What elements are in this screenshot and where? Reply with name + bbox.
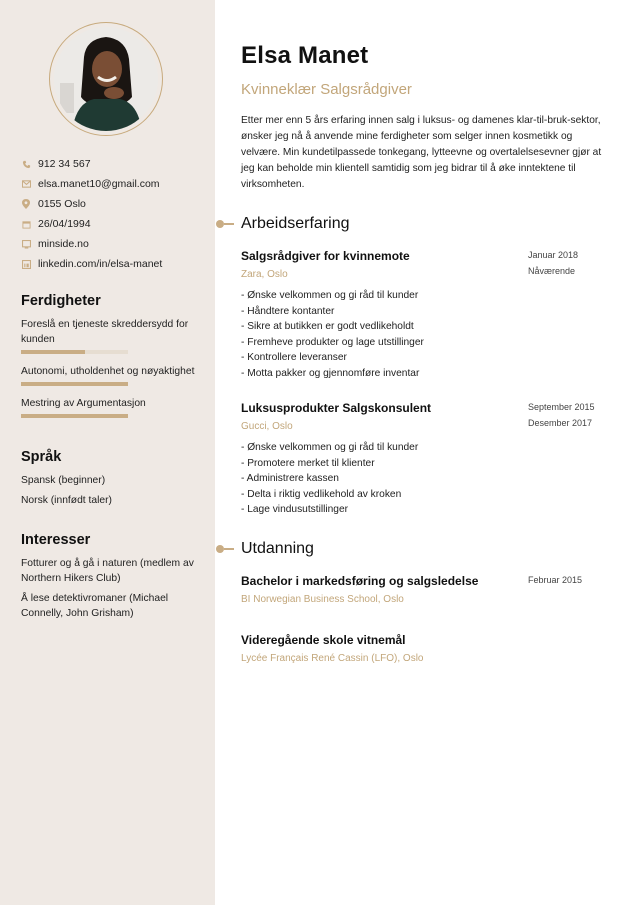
languages-section [21, 449, 201, 513]
person-name: Elsa Manet [241, 42, 369, 69]
job-task: - Ønske velkommen og gi råd til kunder [241, 290, 419, 301]
linkedin-icon [21, 259, 31, 269]
education-header [216, 540, 314, 558]
interest-item: Fotturer og å gå i naturen (medlem av Northern Hikers Club) [21, 558, 194, 584]
section-dot-icon [216, 220, 224, 228]
location-pin-icon [21, 199, 31, 209]
skill-bar-fill [21, 414, 128, 418]
contact-email [21, 174, 162, 194]
job-company: Zara, Oslo [241, 269, 288, 280]
person-role: Kvinneklær Salgsrådgiver [241, 81, 412, 98]
skills-heading: Ferdigheter [21, 293, 101, 309]
interests-heading: Interesser [21, 532, 91, 548]
phone-icon [21, 159, 31, 169]
job-date-start: September 2015 [528, 402, 595, 412]
job-title: Luksusprodukter Salgskonsulent [241, 401, 432, 415]
job-date-end: Desember 2017 [528, 418, 593, 428]
job-dates [528, 247, 578, 279]
contact-address [21, 194, 162, 214]
interests-section [21, 532, 201, 626]
language-item: Spansk (beginner) [21, 475, 106, 486]
contact-linkedin[interactable] [21, 254, 162, 274]
education-date [528, 572, 582, 588]
skill-label: Autonomi, utholdenhet og nøyaktighet [21, 366, 195, 377]
education-school: Lycée Français René Cassin (LFO), Oslo [241, 653, 424, 664]
job-company: Gucci, Oslo [241, 421, 293, 432]
website-icon [21, 239, 31, 249]
job-date-start: Januar 2018 [528, 250, 579, 260]
skill-bar [21, 382, 128, 386]
skill-bar [21, 350, 128, 354]
languages-heading: Språk [21, 449, 62, 465]
contact-phone-text: 912 34 567 [38, 158, 91, 170]
job-task: - Motta pakker og gjennomføre inventar [241, 367, 420, 379]
profile-summary: Etter mer enn 5 års erfaring innen salg i luksus- og damenes klar-til-bruk-sektor, ønsker jeg nå å anvende mine ferdigheter som selger innen kosmetikk og velvære. Min kundetilpassede tonkegang, lytteevne og overtalelsesevner gjør at jeg kan beholde min klientell samtidig som jeg bidrar til å øke inntektene til virksomheten. [241, 115, 602, 190]
job-tasks [241, 440, 611, 518]
experience-heading: Arbeidserfaring [241, 215, 350, 232]
contact-birthdate-text: 26/04/1994 [38, 218, 91, 230]
language-item: Norsk (innfødt taler) [21, 495, 112, 506]
job-task: - Kontrollere leveranser [241, 352, 347, 363]
job-entry [241, 401, 611, 518]
section-dot-icon [216, 545, 224, 553]
skill-label: Foreslå en tjeneste skreddersydd for kunden [21, 319, 189, 345]
contact-address-text: 0155 Oslo [38, 198, 86, 210]
skill-bar-fill [21, 350, 85, 354]
job-task: - Sikre at butikken er godt vedlikeholdt [241, 321, 414, 332]
job-entry [241, 249, 611, 381]
contact-list [21, 154, 162, 274]
job-dates [528, 399, 595, 431]
contact-website[interactable] [21, 234, 162, 254]
skill-bar-fill [21, 382, 128, 386]
skills-section [21, 293, 201, 428]
contact-phone [21, 154, 162, 174]
experience-header [216, 215, 350, 233]
skill-bar [21, 414, 128, 418]
job-task: - Ønske velkommen og gi råd til kunder [241, 442, 419, 453]
education-school: BI Norwegian Business School, Oslo [241, 594, 404, 605]
education-heading: Utdanning [241, 540, 314, 557]
job-date-end: Nåværende [528, 266, 576, 276]
contact-birthdate [21, 214, 162, 234]
email-icon [21, 179, 31, 189]
profile-photo-frame [49, 22, 163, 136]
job-task: - Håndtere kontanter [241, 305, 335, 317]
section-line [224, 223, 234, 225]
calendar-icon [21, 219, 31, 229]
job-task: - Delta i riktig vedlikehold av kroken [241, 488, 402, 500]
education-degree: Videregående skole vitnemål [241, 633, 406, 647]
profile-photo [54, 27, 158, 131]
job-tasks [241, 288, 611, 381]
interest-item: Å lese detektivromaner (Michael Connelly, John Grisham) [21, 593, 169, 619]
skill-label: Mestring av Argumentasjon [21, 398, 146, 409]
education-date-text: Februar 2015 [528, 575, 583, 585]
education-entry [241, 633, 611, 664]
section-line [224, 548, 234, 550]
contact-email-text: elsa.manet10@gmail.com [38, 178, 160, 190]
job-task: - Fremheve produkter og lage utstillinger [241, 336, 424, 348]
job-title: Salgsrådgiver for kvinnemote [241, 249, 410, 263]
education-entry [241, 574, 611, 605]
contact-linkedin-text[interactable]: linkedin.com/in/elsa-manet [38, 258, 163, 270]
job-task: - Promotere merket til klienter [241, 457, 375, 469]
job-task: - Administrere kassen [241, 473, 339, 484]
job-task: - Lage vindusutstillinger [241, 504, 349, 515]
contact-website-text[interactable]: minside.no [38, 238, 89, 250]
education-degree: Bachelor i markedsføring og salgsledelse [241, 574, 479, 588]
